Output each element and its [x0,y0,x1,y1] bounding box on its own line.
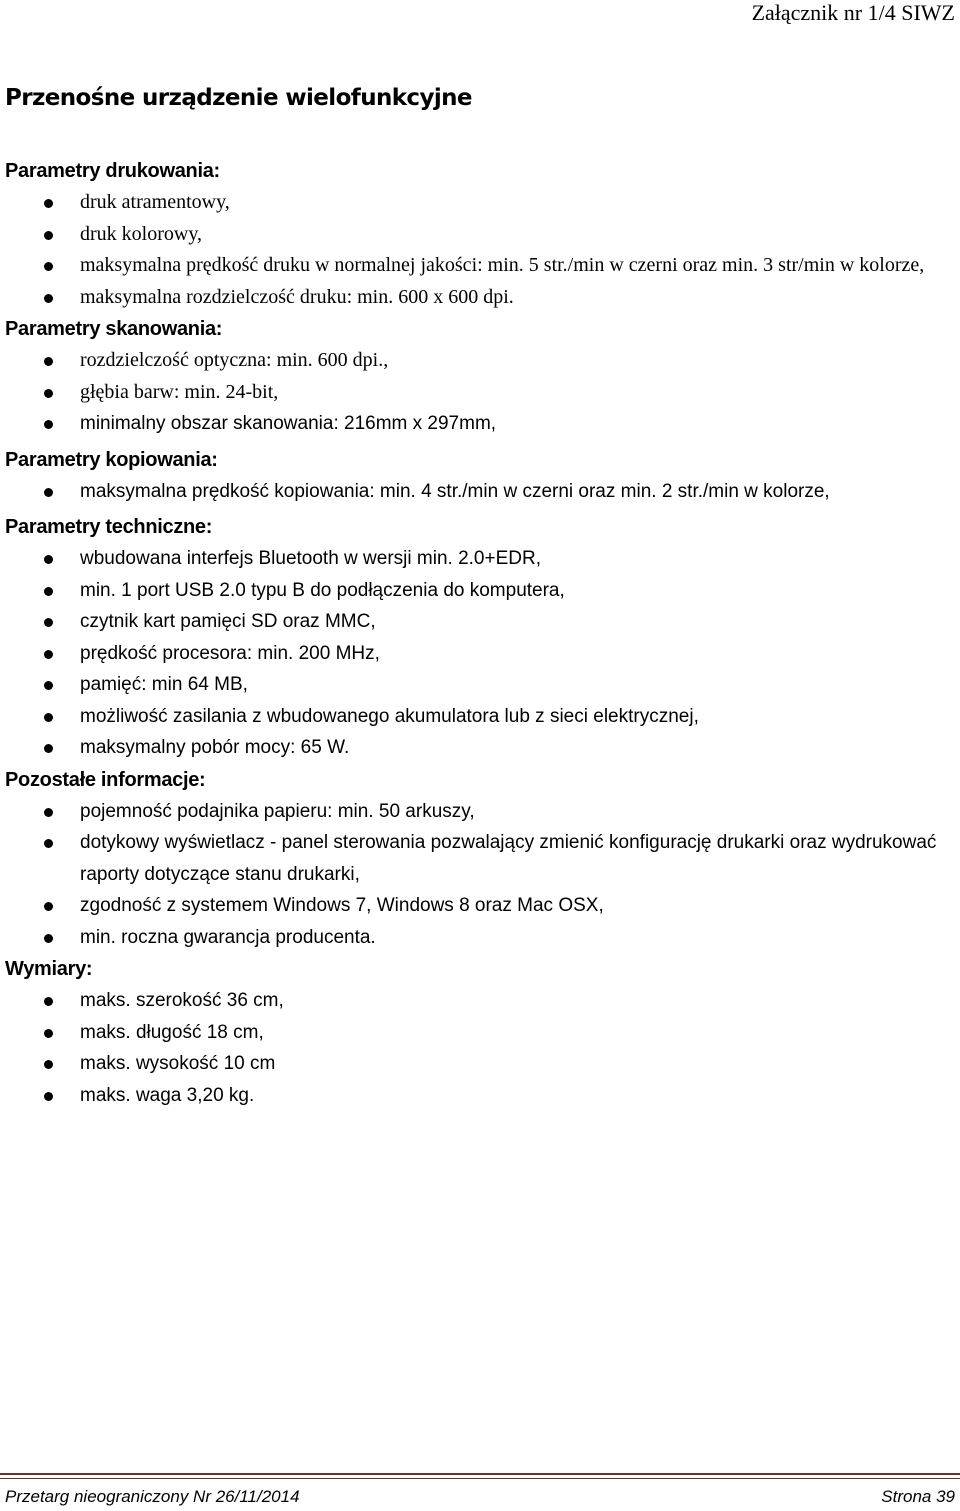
bullet-icon [44,294,53,303]
list-item-text: maks. szerokość 36 cm, [80,990,284,1011]
list-item [5,638,950,670]
bullet-icon [44,357,53,366]
list-item [5,219,950,251]
list-item [5,543,950,575]
list-item [5,1017,950,1049]
bullet-icon [44,650,53,659]
bullet-icon [44,902,53,911]
bullet-icon [44,262,53,271]
bullet-icon [44,1029,53,1038]
section-dimensions [5,953,950,1111]
section-printing [5,155,950,313]
list-item-text: min. roczna gwarancja producenta. [80,926,376,948]
list-item [5,1048,950,1080]
list-item-text: druk kolorowy, [80,222,203,245]
list-item-text: możliwość zasilania z wbudowanego akumulatora lub z sieci elektrycznej, [80,705,699,727]
bullet-icon [44,1092,53,1101]
list-item-text: czytnik kart pamięci SD oraz MMC, [80,611,376,632]
section-heading: Pozostałe informacje: [5,768,206,791]
bullet-icon [44,389,53,398]
document-title: Przenośne urządzenie wielofunkcyjne [5,85,472,111]
list-item-text: zgodność z systemem Windows 7, Windows 8 oraz Mac OSX, [80,895,604,916]
bullet-icon [44,231,53,240]
list-item [5,575,950,607]
bullet-list [5,543,950,764]
bullet-icon [44,199,53,208]
list-item-text: maksymalna prędkość kopiowania: min. 4 str./min w czerni oraz min. 2 str./min w kolorze, [80,480,830,502]
bullet-icon [44,555,53,564]
list-item-text: minimalny obszar skanowania: 216mm x 297mm, [80,413,497,434]
list-item [5,1080,950,1112]
list-item-text: głębia barw: min. 24-bit, [80,380,279,403]
list-item [5,345,950,377]
list-item [5,922,950,954]
section-heading: Parametry techniczne: [5,516,213,538]
page-number: Strona 39 [881,1487,955,1506]
list-item-text: min. 1 port USB 2.0 typu B do podłączenia do komputera, [80,579,565,601]
bullet-icon [44,808,53,817]
bullet-icon [44,420,53,429]
section-other-info [5,764,950,954]
list-item [5,890,950,922]
list-item-text: rozdzielczość optyczna: min. 600 dpi., [80,349,389,371]
list-item-text: wbudowana interfejs Bluetooth w wersji min. 2.0+EDR, [80,548,541,569]
list-item [5,827,950,890]
list-item [5,476,950,508]
bullet-icon [44,997,53,1006]
bullet-icon [44,934,53,943]
list-item [5,732,950,764]
list-item [5,606,950,638]
list-item-text: maks. waga 3,20 kg. [80,1084,255,1106]
list-item [5,187,950,219]
list-item-text: maksymalna prędkość druku w normalnej jakości: min. 5 str./min w czerni oraz min. 3 str/min w kolorze, [80,254,925,276]
section-heading: Parametry kopiowania: [5,448,218,471]
list-item-text: pamięć: min 64 MB, [80,674,248,695]
list-item [5,669,950,701]
bullet-icon [44,587,53,596]
list-item [5,796,950,828]
document-body [5,155,950,1111]
bullet-icon [44,488,53,497]
list-item [5,377,950,409]
bullet-list [5,796,950,954]
section-heading: Wymiary: [5,958,93,980]
list-item-text: dotykowy wyświetlacz - panel sterowania pozwalający zmienić konfigurację drukarki oraz wydrukować raporty dotyczące stanu drukarki, [80,832,937,885]
tender-number: Przetarg nieograniczony Nr 26/11/2014 [5,1487,300,1506]
bullet-list [5,476,950,508]
bullet-icon [44,681,53,690]
attachment-label: Załącznik nr 1/4 SIWZ [751,0,955,25]
bullet-icon [44,618,53,627]
bullet-list [5,345,950,440]
footer-divider [0,1473,960,1475]
list-item-text: druk atramentowy, [80,191,230,213]
bullet-icon [44,713,53,722]
list-item [5,408,950,440]
bullet-icon [44,839,53,848]
list-item-text: prędkość procesora: min. 200 MHz, [80,642,380,664]
list-item [5,701,950,733]
section-heading: Parametry skanowania: [5,318,223,340]
list-item-text: pojemność podajnika papieru: min. 50 arkuszy, [80,800,475,822]
bullet-list [5,187,950,313]
section-copying [5,444,950,508]
section-scanning [5,313,950,440]
list-item-text: maksymalna rozdzielczość druku: min. 600 x 600 dpi. [80,285,514,308]
list-item-text: maksymalny pobór mocy: 65 W. [80,737,350,758]
list-item-text: maks. wysokość 10 cm [80,1053,276,1074]
bullet-icon [44,1060,53,1069]
bullet-list [5,985,950,1111]
list-item [5,282,950,314]
list-item [5,985,950,1017]
list-item [5,250,950,282]
bullet-icon [44,744,53,753]
footer-divider-thin [0,1478,960,1479]
list-item-text: maks. długość 18 cm, [80,1021,264,1043]
section-technical [5,511,950,764]
section-heading: Parametry drukowania: [5,160,220,182]
